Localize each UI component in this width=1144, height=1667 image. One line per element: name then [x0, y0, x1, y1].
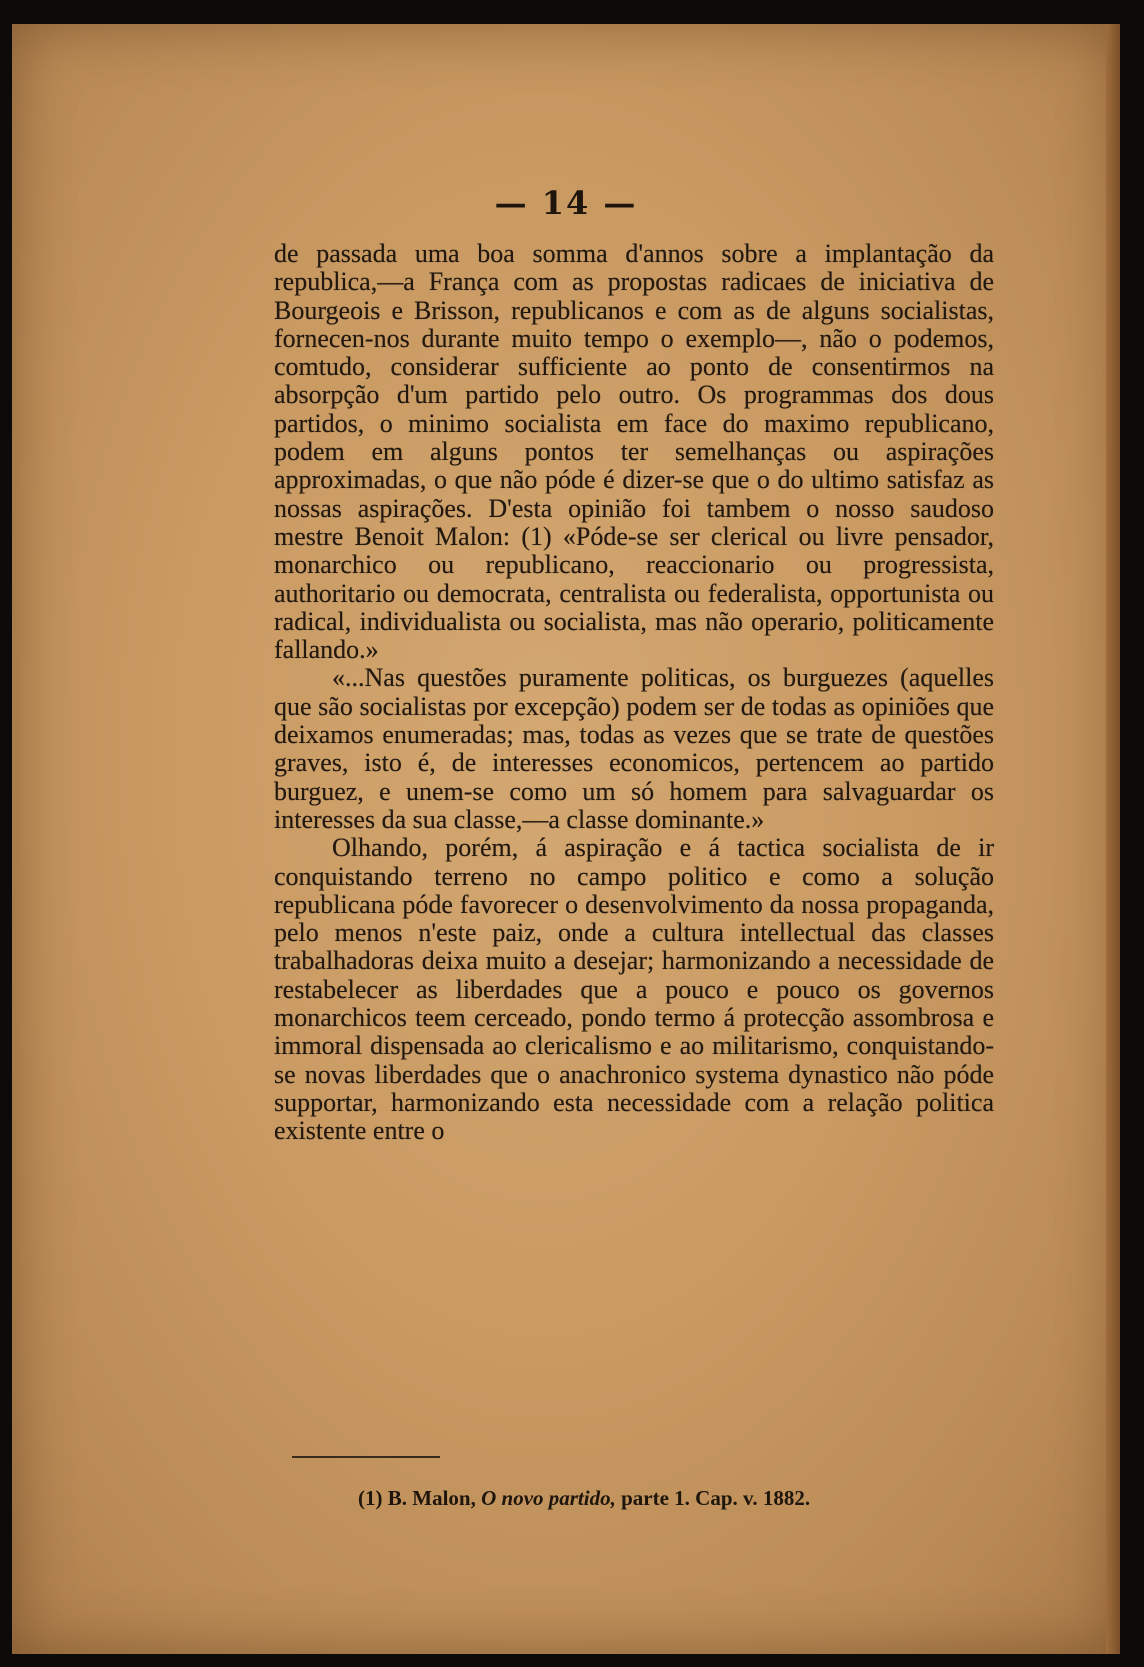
paragraph-3: Olhando, porém, á aspiração e á tactica socialista de ir conquistando terreno no campo politico e como a solução republicana póde favorecer o desenvolvimento da nossa propaganda, pelo menos n'este paiz, onde a cultura intellectual das classes trabalhadoras deixa muito a desejar; harmonizando a necessidade de restabelecer as liberdades que a pouco e pouco os governos monarchicos teem cerceado, pondo termo á protecção assombrosa e immoral dispensada ao clericalismo e ao militarismo, conquistando-se novas liberdades que o anachronico systema dynastico não póde supportar, harmonizando esta necessidade com a relação politica existente entre o: [274, 833, 994, 1146]
paragraph-2: «...Nas questões puramente politicas, os burguezes (aquelles que são socialistas por excepção) podem ser de todas as opiniões que deixamos enumeradas; mas, todas as vezes que se trate de questões graves, isto é, de interesses economicos, pertencem ao partido burguez, e unem-se como um só homem para salvaguardar os interesses da sua classe,—a classe dominante.»: [274, 663, 994, 834]
paragraph-1: de passada uma boa somma d'annos sobre a implantação da republica,—a França com as propostas radicaes de iniciativa de Bourgeois e Brisson, republicanos e com as de alguns socialistas, fornecen-nos durante muito tempo o exemplo—, não o podemos, comtudo, considerar sufficiente ao ponto de consentirmos na absorpção d'um partido pelo outro. Os programmas dos dous partidos, o minimo socialista em face do maximo republicano, podem em alguns pontos ter semelhanças ou aspirações approximadas, o que não póde é dizer-se que o do ultimo satisfaz as nossas aspirações. D'esta opinião foi tambem o nosso saudoso mestre Benoit Malon: (1) «Póde-se ser clerical ou livre pensador, monarchico ou republicano, reaccionario ou progressista, authoritario ou democrata, centralista ou federalista, opportunista ou radical, individualista ou socialista, mas não operario, politicamente fallando.»: [274, 239, 994, 665]
body-text: [274, 240, 994, 1146]
footnote-author: B. Malon,: [387, 1486, 476, 1510]
footnote-title: O novo partido,: [481, 1486, 616, 1510]
footnote: [358, 1486, 998, 1511]
book-page: [12, 24, 1120, 1654]
page-edge: [1106, 24, 1120, 1654]
page-number: — 14 —: [494, 184, 638, 222]
footnote-divider: [292, 1456, 440, 1458]
footnote-reference: parte 1. Cap. v. 1882.: [621, 1486, 811, 1510]
footnote-marker: (1): [358, 1486, 383, 1510]
